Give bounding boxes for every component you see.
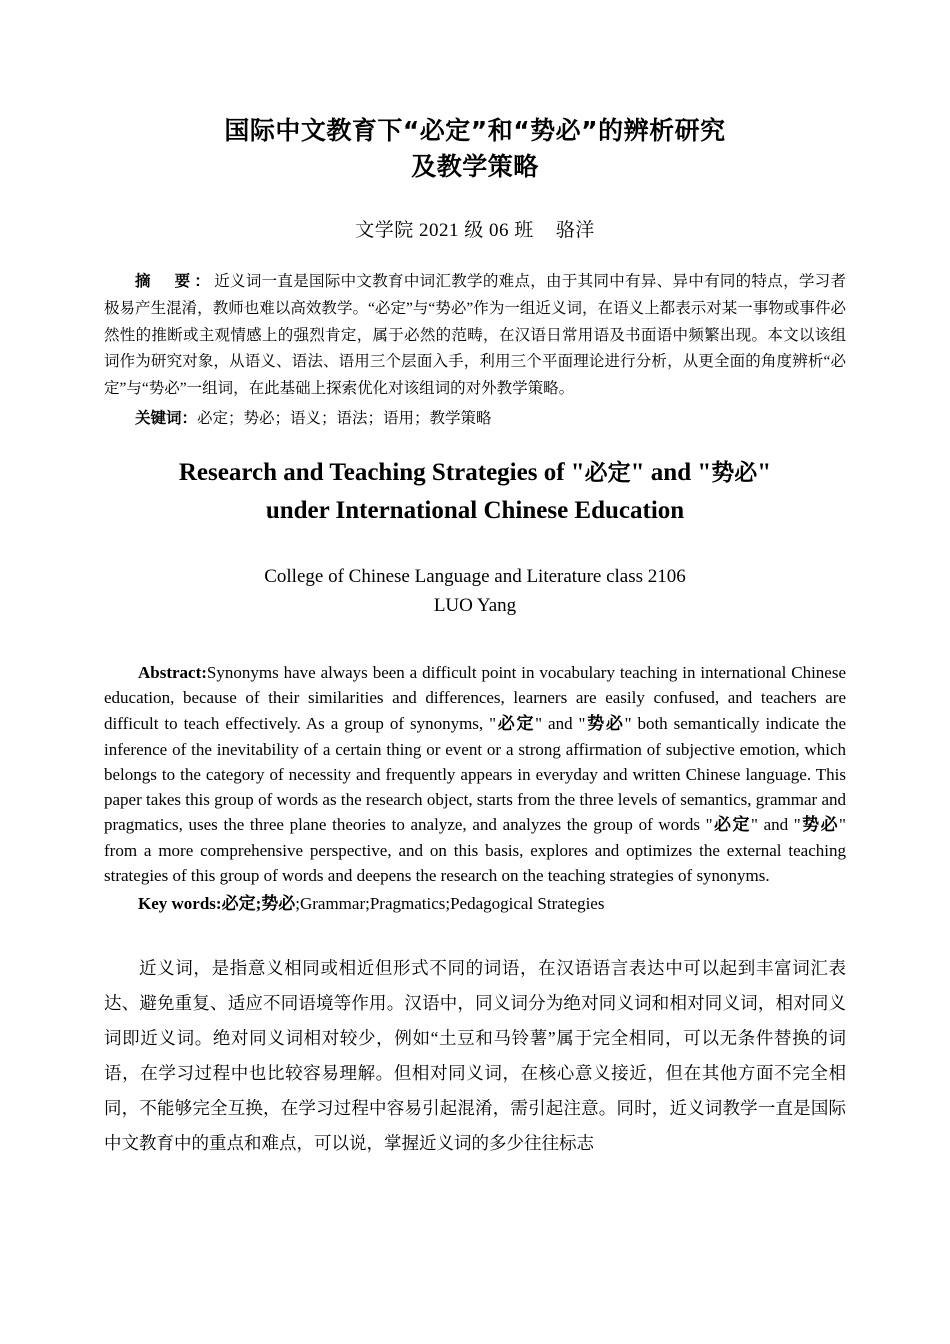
english-abstract-cjk-1: 必定 <box>496 713 536 734</box>
english-keywords-rest: ;Grammar;Pragmatics;Pedagogical Strategies <box>295 893 605 913</box>
english-abstract-segment-3: " both semantically indicate the inference of the inevitability of a certain thing or event or a strong affirmation of subjective emotion, which belongs to the category of necessity and frequently appears in everyday and written Chinese language. This paper takes this group of words as the research object, starts from the three levels of semantics, grammar and pragmatics, uses the three plane theories to analyze, and analyzes the group of words " <box>104 713 847 835</box>
english-abstract-segment-2: " and " <box>535 713 586 733</box>
chinese-title <box>104 113 846 186</box>
chinese-keywords-label: 关键词： <box>135 408 198 427</box>
english-title-segment-1: Research and Teaching Strategies of " <box>178 459 585 487</box>
chinese-keywords-text: 必定；势必；语义；语法；语用；教学策略 <box>197 409 492 427</box>
english-affiliation: College of Chinese Language and Literature class 2106 <box>264 566 686 588</box>
english-abstract-cjk-4: 势必 <box>800 815 840 836</box>
chinese-author-line <box>104 215 846 242</box>
english-title-cjk-2: 势必 <box>711 460 758 487</box>
chinese-abstract-paragraph <box>104 268 846 402</box>
chinese-abstract <box>104 268 846 402</box>
english-title-line-2: under International Chinese Education <box>265 496 685 524</box>
chinese-author-name: 骆洋 <box>555 220 595 242</box>
english-title <box>104 454 846 529</box>
english-abstract-cjk-3: 必定 <box>712 815 751 836</box>
english-abstract-paragraph <box>104 660 846 888</box>
english-abstract-segment-5: " from a more comprehensive perspective, and on this basis, explores and optimizes the external teaching strategies of this group of words and deepens the research on the teaching strategies of synonyms. <box>104 815 846 886</box>
english-keywords-separator: ; <box>255 893 262 913</box>
english-abstract-segment-4: " and " <box>750 815 801 835</box>
english-title-cjk-1: 必定 <box>584 460 631 487</box>
english-abstract-segment-1: Synonyms have always been a difficult point in vocabulary teaching in international Chinese education, because of their similarities and differences, learners are easily confused, and teachers are difficult to teach effectively. As a group of synonyms, " <box>104 663 846 733</box>
english-abstract <box>104 660 846 888</box>
body-text <box>104 951 846 1161</box>
chinese-title-line-1: 国际中文教育下“必定”和“势必”的辨析研究 <box>224 115 726 145</box>
chinese-abstract-text: 近义词一直是国际中文教育中词汇教学的难点，由于其同中有异、异中有同的特点，学习者极易产生混淆，教师也难以高效教学。“必定”与“势必”作为一组近义词，在语义上都表示对某一事物或事件必然性的推断或主观情感上的强烈肯定，属于必然的范畴，在汉语日常用语及书面语中频繁出现。本文以该组词作为研究对象，从语义、语法、语用三个层面入手，利用三个平面理论进行分析，从更全面的角度辨析“必定”与“势必”一组词，在此基础上探索优化对该组词的对外教学策略。 <box>104 273 846 397</box>
english-abstract-cjk-2: 势必 <box>585 713 625 734</box>
english-keywords <box>104 891 846 918</box>
body-paragraph-1: 近义词，是指意义相同或相近但形式不同的词语，在汉语语言表达中可以起到丰富词汇表达、避免重复、适应不同语境等作用。汉语中，同义词分为绝对同义词和相对同义词，相对同义词即近义词。绝对同义词相对较少，例如“土豆和马铃薯”属于完全相同，可以无条件替换的词语，在学习过程中也比较容易理解。但相对同义词，在核心意义接近，但在其他方面不完全相同，不能够完全互换，在学习过程中容易引起混淆，需引起注意。同时，近义词教学一直是国际中文教育中的重点和难点，可以说，掌握近义词的多少往往标志 <box>104 958 846 1154</box>
chinese-affiliation: 文学院 2021 级 06 班 <box>355 220 534 242</box>
chinese-keywords <box>104 405 846 433</box>
english-title-segment-3: " <box>757 459 772 487</box>
english-keywords-cjk-2: 势必 <box>261 893 296 914</box>
english-author-block <box>104 563 846 620</box>
english-keywords-label: Key words: <box>138 893 222 913</box>
english-title-segment-2: " and " <box>630 459 712 487</box>
english-keywords-cjk-1: 必定 <box>221 893 256 914</box>
chinese-title-line-2: 及教学策略 <box>411 152 539 181</box>
english-abstract-label: Abstract: <box>138 663 207 683</box>
english-author-name: LUO Yang <box>433 594 517 616</box>
chinese-abstract-label: 摘 要： <box>135 272 215 291</box>
